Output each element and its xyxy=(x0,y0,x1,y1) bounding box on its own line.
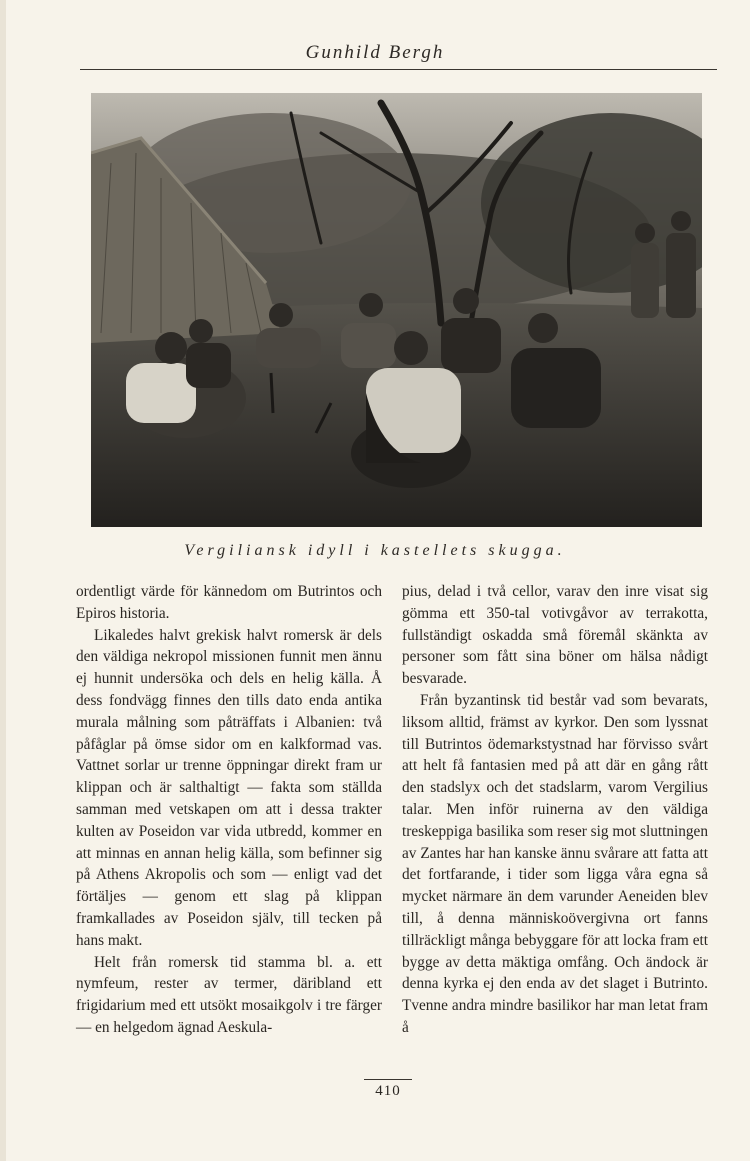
page-number: 410 xyxy=(375,1083,401,1099)
paragraph: Likaledes halvt grekisk halvt romersk är dels den väldiga nekropol missionen funnit men ännu ej hunnit undersöka och dels en helig källa. Å dess fondvägg finnes den tills dato enda antika murala målning som påträffats i Albanien: två påfåglar på ömse sidor om en kalkformad vas. Vattnet sorlar ur trenne öppningar direkt fram ur klippan och är salthaltigt — fakta som ställda samman med vetskapen om att i dessa trakter kulten av Poseidon var vida utbredd, kommer en att minnas en annan helig källa, som befinner sig på Athens Akropolis och som — enligt vad det förtäljes — genom ett slag på klippan framkallades av Poseidon själv, till tecken på hans makt. xyxy=(76,626,382,949)
page-edge xyxy=(0,0,6,1161)
right-column xyxy=(402,581,708,1039)
left-column xyxy=(76,581,382,1039)
figure-caption: Vergiliansk idyll i kastellets skugga. xyxy=(184,542,566,559)
footer-rule xyxy=(364,1079,412,1080)
paragraph: Från byzantinsk tid består vad som bevarats, liksom alltid, främst av kyrkor. Den som lyssnat till Butrintos ödemarkstystnad har förvisso svårt att helt få fantasien med på att där en gång rått den stadslyx och det stadslarm, varom Vergilius talar. Men inför ruinerna av den väldiga treskeppiga basilika som reser sig mot sluttningen av Zantes har han kanske ännu svårare att fatta att det fortfarande, i tider som ligga våra egna så mycket närmare än dem varunder Aeneiden blev till, å denna människoövergivna ort fanns tillräckligt många bebyggare för att locka fram ett bygge av detta mäktiga omfång. Och ändock är denna kyrka ej den enda av det slaget i Butrinto. Tvenne andra mindre basilikor har man letat fram å xyxy=(402,691,708,1036)
running-header: Gunhild Bergh xyxy=(305,42,445,63)
header-rule xyxy=(80,69,717,70)
photograph xyxy=(91,93,702,527)
paragraph: pius, delad i två cellor, varav den inre visat sig gömma ett 350-tal votivgåvor av terrakotta, fullständigt oskadda små föremål skänkta av personer som fått sina böner om hälsa nådigt besvarade. xyxy=(402,583,708,688)
photo-group-sitting-in-grove-icon xyxy=(91,93,702,527)
paragraph: Helt från romersk tid stamma bl. a. ett nymfeum, rester av termer, däribland ett frigidarium med ett utsökt mosaikgolv i tre färger — en helgedom ägnad Aeskula- xyxy=(76,953,382,1036)
paragraph: ordentligt värde för kännedom om Butrintos och Epiros historia. xyxy=(76,583,382,622)
